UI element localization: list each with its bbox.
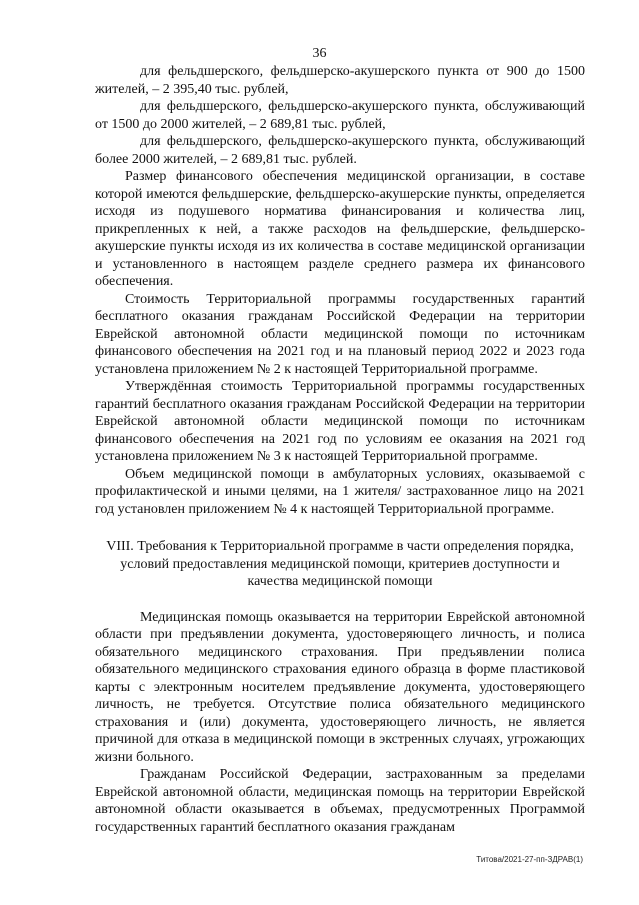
paragraph-fap-900-1500: для фельдшерского, фельдшерско-акушерского пункта от 900 до 1500 жителей, – 2 395,40 тыс. рублей, <box>95 64 585 97</box>
paragraph-financing-size: Размер финансового обеспечения медицинской организации, в составе которой имеются фельдшерские, фельдшерско-акушерские пункты, определяется исходя из подушевого норматива финансирования и количества лиц, прикрепленных к ней, а также расходов на фельдшерские, фельдшерско-акушерские пункты исходя из их количества в составе медицинской организации и установленного в настоящем разделе среднего размера их финансового обеспечения. <box>95 169 585 289</box>
paragraph-program-cost: Стоимость Территориальной программы государственных гарантий бесплатного оказания гражданам Российской Федерации на территории Еврейской автономной области медицинской помощи по источникам финансового обеспечения на 2021 год и на плановый период 2022 и 2023 года установлена приложением № 2 к настоящей Территориальной программе. <box>95 291 585 377</box>
paragraph-fap-over-2000: для фельдшерского, фельдшерско-акушерского пункта, обслуживающий более 2000 жителей, – 2 689,81 тыс. рублей. <box>95 134 585 167</box>
footer-document-code: Титова/2021-27-пп-ЗДРАВ(1) <box>476 855 583 864</box>
paragraph-ambulatory-volume: Объем медицинской помощи в амбулаторных условиях, оказываемой с профилактической и иными целями, на 1 жителя/ застрахованное лицо на 2021 год установлен приложением № 4 к настоящей Территориальной программе. <box>95 466 585 517</box>
paragraph-medical-care-provision: Медицинская помощь оказывается на территории Еврейской автономной области при предъявлении документа, удостоверяющего личность, и полиса обязательного медицинского страхования. При предъявлении полиса обязательного медицинского страхования единого образца в форме пластиковой карты с электронным носителем предъявление документа, удостоверяющего личность, не требуется. Отсутствие полиса обязательного медицинского страхования и (или) документа, удостоверяющего личность, не является причиной для отказа в медицинской помощи в экстренных случаях, угрожающих жизни больного. <box>95 609 585 765</box>
section-heading: VIII. Требования к Территориальной программе в части определения порядка, условий предоставления медицинской помощи, критериев доступности и качества медицинской помощи <box>106 539 574 589</box>
spacer <box>95 591 585 609</box>
page-number: 36 <box>312 46 327 61</box>
paragraph-fap-1500-2000: для фельдшерского, фельдшерско-акушерского пункта, обслуживающий от 1500 до 2000 жителей, – 2 689,81 тыс. рублей, <box>95 99 585 132</box>
document-body <box>95 63 585 836</box>
paragraph-insured-outside-region: Гражданам Российской Федерации, застрахованным за пределами Еврейской автономной области, медицинская помощь на территории Еврейской автономной области оказывается в объемах, предусмотренных Программой государственных гарантий бесплатного оказания гражданам <box>95 767 585 835</box>
spacer <box>95 518 585 538</box>
paragraph-approved-cost: Утверждённая стоимость Территориальной программы государственных гарантий бесплатного оказания гражданам Российской Федерации на территории Еврейской автономной области медицинской помощи по источникам финансового обеспечения на 2021 год по условиям ее оказания на 2021 год установлена приложением № 3 к настоящей Территориальной программе. <box>95 379 585 464</box>
